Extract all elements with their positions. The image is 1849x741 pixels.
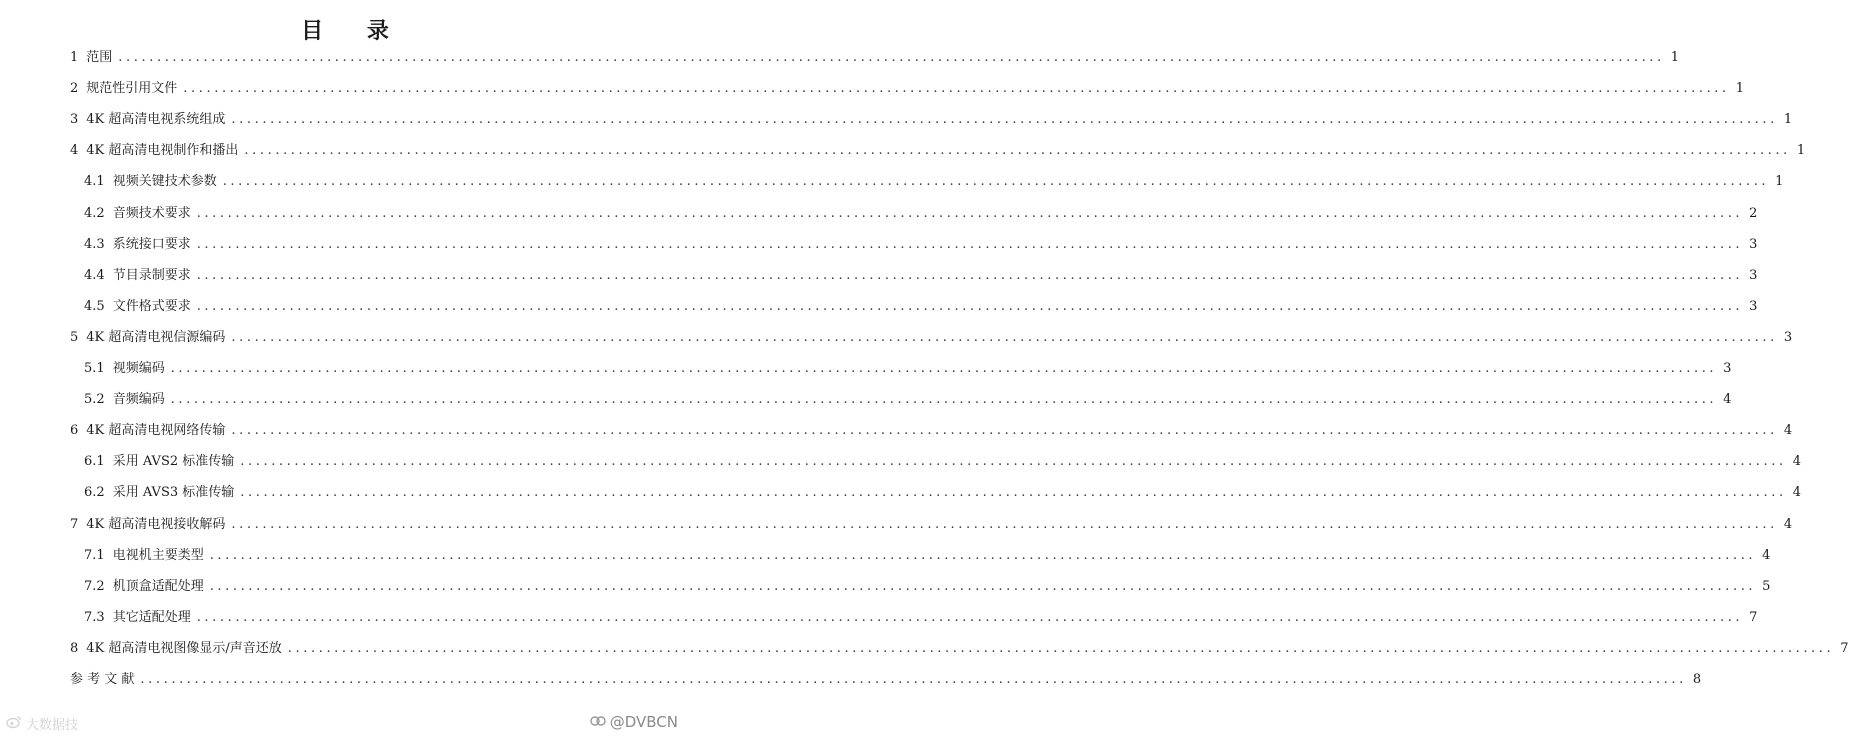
toc-subentry[interactable] xyxy=(84,608,1758,628)
toc-leader-dots: ........................................................................................................................................................................................................ xyxy=(240,485,1787,501)
toc-label: 系统接口要求 xyxy=(112,236,191,252)
toc-entry[interactable] xyxy=(70,79,1745,99)
toc-leader-dots: ........................................................................................................................................................................................................ xyxy=(170,361,1718,376)
toc-page-number: 7 xyxy=(1749,609,1758,625)
toc-label: 视频编码 xyxy=(112,361,165,376)
toc-page-number: 3 xyxy=(1749,298,1758,314)
toc-page-number: 4 xyxy=(1762,547,1771,563)
toc-page-number: 4 xyxy=(1792,454,1802,470)
toc-page-number: 7 xyxy=(1840,640,1849,656)
toc-label: 机顶盒适配处理 xyxy=(112,578,204,594)
toc-number: 4.2 xyxy=(84,205,105,221)
toc-page-number: 8 xyxy=(1692,672,1702,687)
toc-label: 规范性引用文件 xyxy=(86,81,178,97)
toc-label: 范围 xyxy=(86,50,113,65)
toc-leader-dots: ........................................................................................................................................................................................................ xyxy=(196,609,1744,625)
toc-subentry[interactable] xyxy=(84,235,1758,255)
toc-number: 7.3 xyxy=(84,609,105,625)
toc-label: 电视机主要类型 xyxy=(112,547,204,563)
toc-label: 音频编码 xyxy=(112,392,165,408)
toc-number: 6.1 xyxy=(84,454,105,470)
toc-number: 7.1 xyxy=(84,547,105,563)
toc-page-number: 1 xyxy=(1796,143,1806,159)
toc-leader-dots: ........................................................................................................................................................................................................ xyxy=(209,547,1757,563)
toc-entry[interactable] xyxy=(70,670,1702,690)
toc-entry[interactable] xyxy=(70,515,1793,535)
watermark-right-text: @DVBCN xyxy=(609,713,678,731)
toc-label: 4K 超高清电视网络传输 xyxy=(86,423,226,439)
toc-subentry[interactable] xyxy=(84,266,1758,286)
toc-label: 音频技术要求 xyxy=(112,205,191,221)
toc-leader-dots: ........................................................................................................................................................................................................ xyxy=(118,50,1665,65)
toc-number: 7.2 xyxy=(84,578,105,594)
toc-leader-dots: ........................................................................................................................................................................................................ xyxy=(231,423,1778,439)
toc-label: 4K 超高清电视接收解码 xyxy=(86,516,226,532)
toc-entry[interactable] xyxy=(70,639,1849,659)
toc-label: 参 考 文 献 xyxy=(70,672,135,687)
toc-leader-dots: ........................................................................................................................................................................................................ xyxy=(183,81,1730,97)
toc-leader-dots: ........................................................................................................................................................................................................ xyxy=(240,454,1787,470)
toc-number: 4.1 xyxy=(84,174,105,190)
toc-number: 6 xyxy=(70,423,79,439)
toc-subentry[interactable] xyxy=(84,452,1802,472)
toc-label: 文件格式要求 xyxy=(112,298,191,314)
toc-label: 4K 超高清电视制作和播出 xyxy=(86,143,239,159)
toc-entry[interactable] xyxy=(70,48,1680,68)
toc-leader-dots: ........................................................................................................................................................................................................ xyxy=(170,392,1718,408)
toc-page-number: 3 xyxy=(1749,236,1758,252)
toc-page-number: 3 xyxy=(1749,267,1758,283)
toc-label: 4K 超高清电视系统组成 xyxy=(86,112,226,128)
toc-page-number: 4 xyxy=(1783,423,1793,439)
toc-leader-dots: ........................................................................................................................................................................................................ xyxy=(287,640,1835,656)
toc-page-number: 1 xyxy=(1775,174,1784,190)
toc-page-number: 1 xyxy=(1670,50,1680,65)
toc-entry[interactable] xyxy=(70,328,1793,348)
toc-number: 8 xyxy=(70,640,79,656)
toc-number: 2 xyxy=(70,81,79,97)
toc-label: 采用 AVS3 标准传输 xyxy=(112,485,235,501)
toc-leader-dots: ........................................................................................................................................................................................................ xyxy=(196,236,1744,252)
toc-page-number: 4 xyxy=(1723,392,1732,408)
toc-page-number: 1 xyxy=(1783,112,1793,128)
toc-number: 4.4 xyxy=(84,267,105,283)
weibo-icon xyxy=(6,715,22,733)
toc-label: 4K 超高清电视信源编码 xyxy=(86,329,226,345)
toc-subentry[interactable] xyxy=(84,483,1802,503)
toc-subentry[interactable] xyxy=(84,297,1758,317)
toc-number: 7 xyxy=(70,516,79,532)
toc-page-number: 5 xyxy=(1762,578,1771,594)
toc-page-number: 4 xyxy=(1792,485,1802,501)
toc-subentry[interactable] xyxy=(84,546,1771,566)
toc-entry[interactable] xyxy=(70,141,1806,161)
toc-leader-dots: ........................................................................................................................................................................................................ xyxy=(244,143,1791,159)
toc-label: 采用 AVS2 标准传输 xyxy=(112,454,235,470)
toc-number: 5.1 xyxy=(84,361,105,376)
toc-number: 5.2 xyxy=(84,392,105,408)
toc-number: 3 xyxy=(70,112,79,128)
toc-leader-dots: ........................................................................................................................................................................................................ xyxy=(231,516,1778,532)
toc-label: 视频关键技术参数 xyxy=(112,174,217,190)
toc-entry[interactable] xyxy=(70,421,1793,441)
toc-leader-dots: ........................................................................................................................................................................................................ xyxy=(196,205,1744,221)
toc-page-number: 3 xyxy=(1723,361,1732,376)
toc-leader-dots: ........................................................................................................................................................................................................ xyxy=(231,329,1778,345)
toc-entry[interactable] xyxy=(70,110,1793,130)
toc-number: 4.3 xyxy=(84,236,105,252)
toc-page-number: 3 xyxy=(1783,329,1793,345)
toc-leader-dots: ........................................................................................................................................................................................................ xyxy=(196,298,1744,314)
toc-number: 5 xyxy=(70,329,79,345)
toc-subentry[interactable] xyxy=(84,204,1758,224)
toc-page-number: 1 xyxy=(1735,81,1745,97)
toc-label: 其它适配处理 xyxy=(112,609,191,625)
watermark-right xyxy=(590,713,678,731)
toc-number: 4.5 xyxy=(84,298,105,314)
toc-leader-dots: ........................................................................................................................................................................................................ xyxy=(140,672,1687,687)
toc-leader-dots: ........................................................................................................................................................................................................ xyxy=(196,267,1744,283)
toc-subentry[interactable] xyxy=(84,172,1784,192)
toc-page-number: 2 xyxy=(1749,205,1758,221)
toc-label: 4K 超高清电视图像显示/声音还放 xyxy=(86,640,282,656)
toc-leader-dots: ........................................................................................................................................................................................................ xyxy=(222,174,1770,190)
toc-leader-dots: ........................................................................................................................................................................................................ xyxy=(231,112,1778,128)
toc-leader-dots: ........................................................................................................................................................................................................ xyxy=(209,578,1757,594)
watermark-left xyxy=(6,714,78,733)
toc-page-number: 4 xyxy=(1783,516,1793,532)
toc-label: 节目录制要求 xyxy=(112,267,191,283)
toc-subentry[interactable] xyxy=(84,390,1732,410)
platform-logo-icon xyxy=(590,713,606,731)
toc-number: 1 xyxy=(70,50,79,65)
toc-subentry[interactable] xyxy=(84,359,1732,379)
toc-number: 4 xyxy=(70,143,79,159)
watermark-left-text: 大数据技 xyxy=(26,718,79,733)
page-title: 目 录 xyxy=(301,18,407,44)
toc-number: 6.2 xyxy=(84,485,105,501)
toc-subentry[interactable] xyxy=(84,577,1771,597)
